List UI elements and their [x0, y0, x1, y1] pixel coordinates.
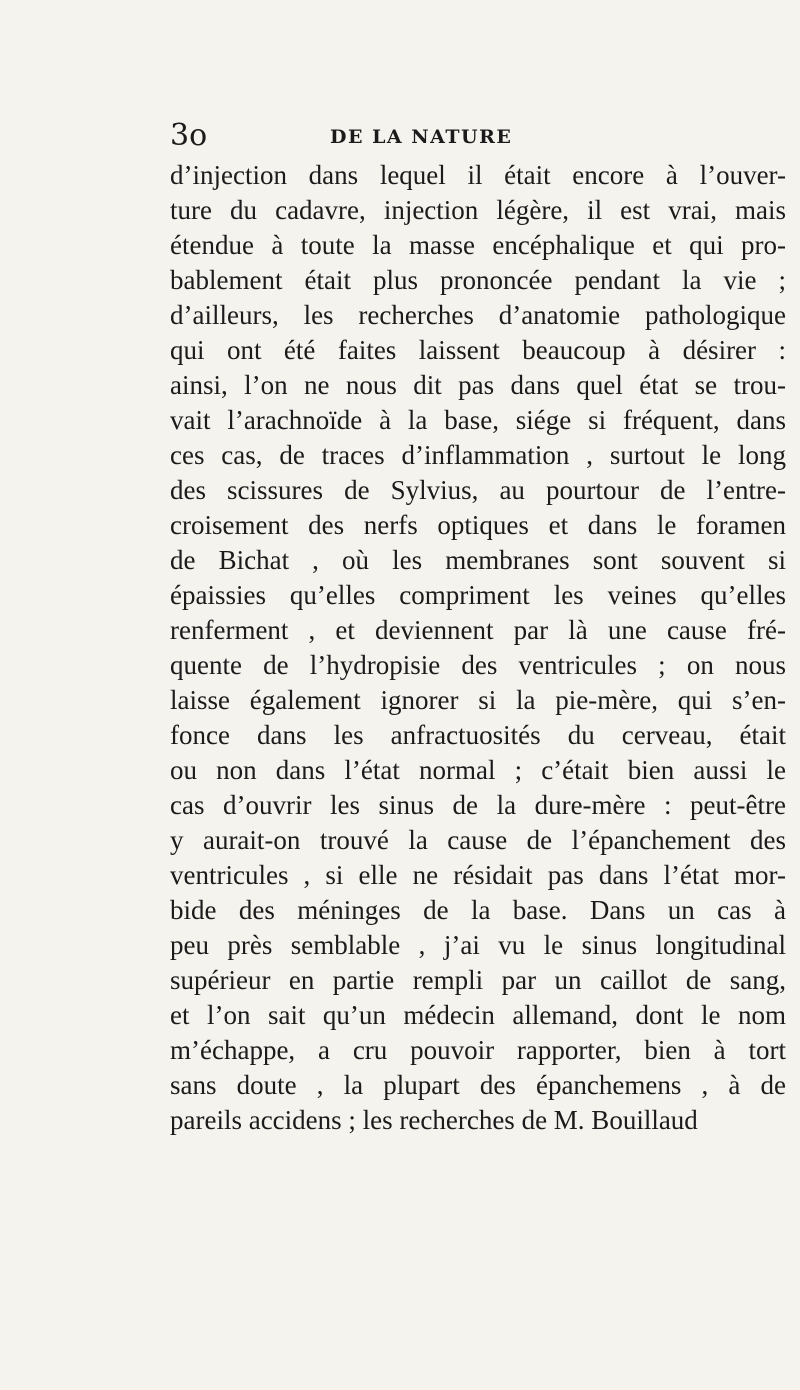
text-line: m’échappe, a cru pouvoir rapporter, bien à tort [170, 1035, 786, 1065]
running-title: DE LA NATURE [330, 126, 513, 148]
text-line: étendue à toute la masse encéphalique et qui pro- [170, 230, 786, 260]
text-line: bablement était plus prononcée pendant la vie ; [170, 265, 786, 295]
text-line: ventricules , si elle ne résidait pas dans l’état mor- [170, 860, 786, 890]
text-line: ainsi, l’on ne nous dit pas dans quel état se trou- [170, 370, 786, 400]
text-line: pareils accidens ; les recherches de M. Bouillaud [170, 1105, 698, 1135]
text-line: y aurait-on trouvé la cause de l’épanchement des [170, 825, 786, 855]
text-line: de Bichat , où les membranes sont souvent si [170, 545, 786, 575]
page-header [0, 118, 800, 158]
text-line: sans doute , la plupart des épanchemens , à de [170, 1070, 786, 1100]
text-line: qui ont été faites laissent beaucoup à désirer : [170, 335, 786, 365]
text-line: croisement des nerfs optiques et dans le foramen [170, 510, 786, 540]
text-line: peu près semblable , j’ai vu le sinus longitudinal [170, 930, 786, 960]
text-line: et l’on sait qu’un médecin allemand, dont le nom [170, 1000, 786, 1030]
text-line: ture du cadavre, injection légère, il est vrai, mais [170, 195, 786, 225]
text-line: d’ailleurs, les recherches d’anatomie pathologique [170, 300, 786, 330]
text-line: épaissies qu’elles compriment les veines qu’elles [170, 580, 786, 610]
text-line: ces cas, de traces d’inflammation , surtout le long [170, 440, 786, 470]
body-text [170, 158, 786, 1138]
text-line: bide des méninges de la base. Dans un cas à [170, 895, 786, 925]
page-number: 3o [170, 118, 208, 153]
text-line: supérieur en partie rempli par un caillot de sang, [170, 965, 786, 995]
text-line: fonce dans les anfractuosités du cerveau, était [170, 720, 786, 750]
text-line: cas d’ouvrir les sinus de la dure-mère : peut-être [170, 790, 786, 820]
text-line: quente de l’hydropisie des ventricules ; on nous [170, 650, 786, 680]
text-line: laisse également ignorer si la pie-mère, qui s’en- [170, 685, 786, 715]
text-line: vait l’arachnoïde à la base, siége si fréquent, dans [170, 405, 786, 435]
text-line: ou non dans l’état normal ; c’était bien aussi le [170, 755, 786, 785]
text-line: renferment , et deviennent par là une cause fré- [170, 615, 786, 645]
text-line: d’injection dans lequel il était encore à l’ouver- [170, 160, 786, 190]
text-line: des scissures de Sylvius, au pourtour de l’entre- [170, 475, 786, 505]
